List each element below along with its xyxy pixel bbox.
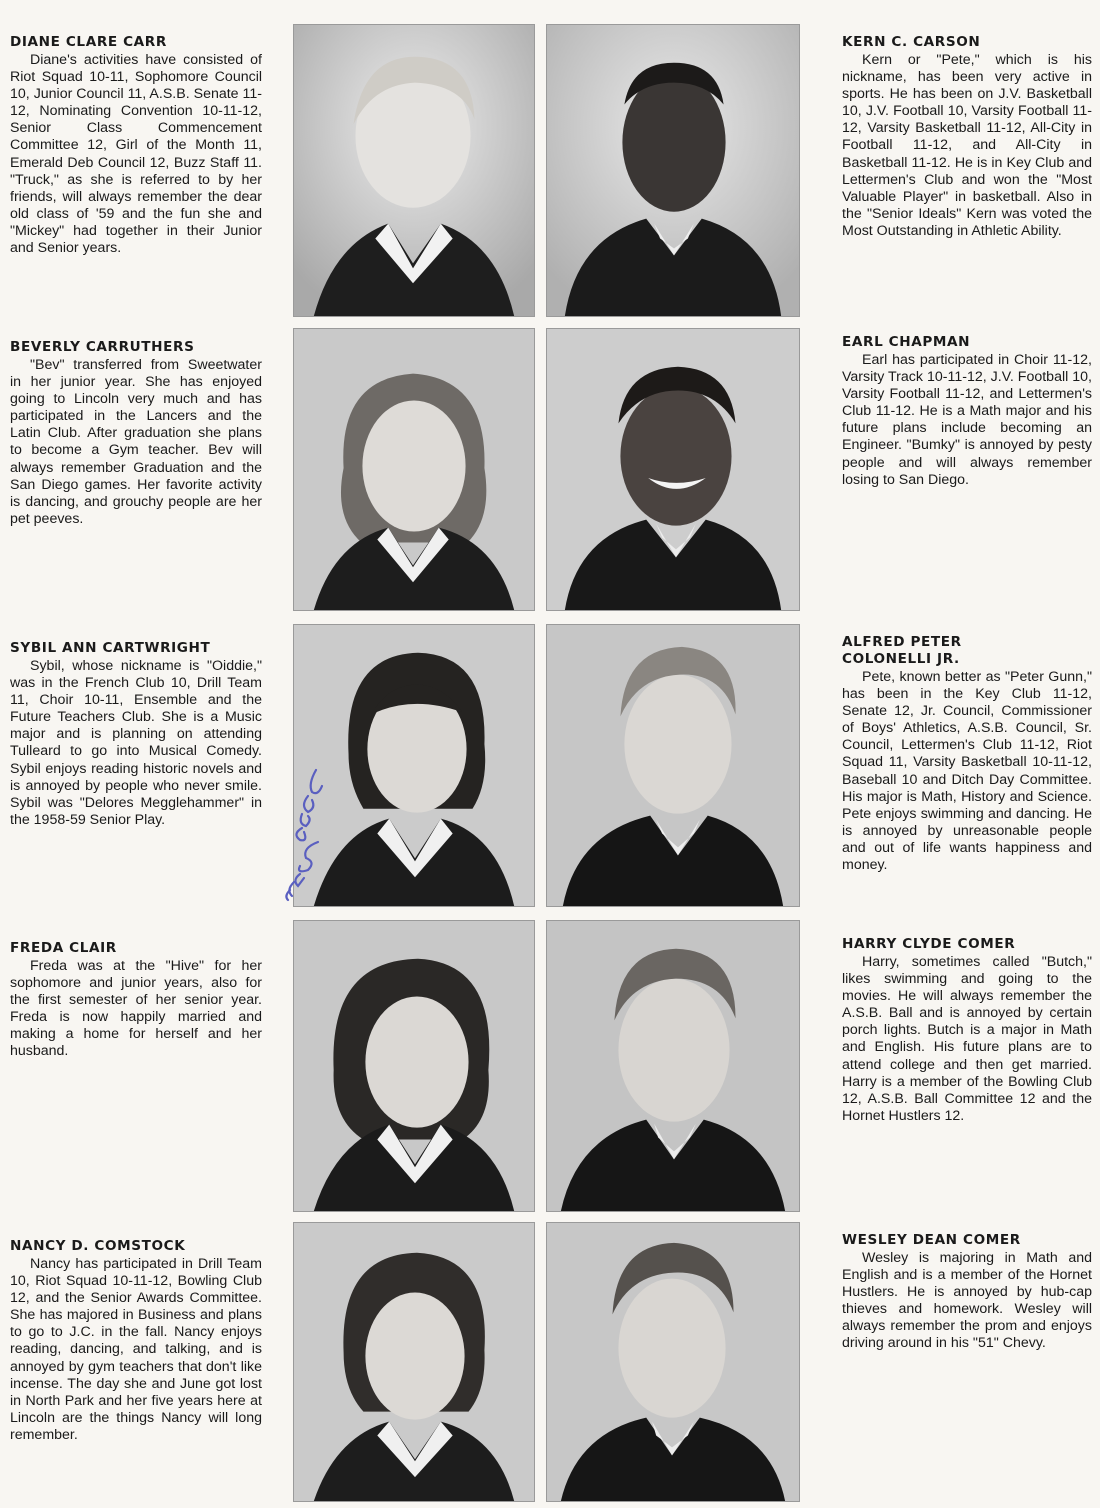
portrait-boy-icon [547,921,799,1211]
student-name: WESLEY DEAN COMER [842,1232,1021,1248]
student-name: SYBIL ANN CARTWRIGHT [10,640,211,656]
student-bio: "Bev" transferred from Sweetwater in her junior year. She has enjoyed going to Lincoln very much and has participated in the Lancers and the Latin Club. After graduation she plans to become a Gym teacher. Bev will always remember Graduation and the San Diego games. Her favorite activity is dancing, and grouchy people are her pet peeves. [10,357,262,527]
student-bio: Wesley is majoring in Math and English and is a member of the Hornet Hustlers. He is annoyed by hub-cap thieves and homework. Wesley will always remember the prom and enjoys driving around in his "51" Chevy. [842,1250,1092,1352]
student-bio: Earl has participated in Choir 11-12, Varsity Track 10-11-12, J.V. Football 10, Varsity Football 11-12, and Lettermen's Club 11-12. He is a Math major and his future plans include becoming an Engineer. "Bumky" is annoyed by pesty people and will always remember losing to San Diego. [842,352,1092,488]
portrait-earl-chapman [546,328,800,611]
portrait-girl-icon [294,329,534,610]
bio-nancy-comstock [10,1238,262,1444]
portrait-girl-icon [294,25,534,316]
portrait-girl-icon [294,625,534,906]
portrait-sybil-cartwright [293,624,535,907]
student-bio: Kern or "Pete," which is his nickname, has been very active in sports. He has been on J.V. Basketball 10, J.V. Football 10, Varsity Football 11-12, Varsity Basketball 11-12, All-City in Football 11-12, and All-City in Basketball 11-12. He is in Key Club and Lettermen's Club and won the "Most Valuable Player" in basketball. Also in the "Senior Ideals" Kern was voted the Most Outstanding in Athletic Ability. [842,52,1092,239]
bio-diane-carr [10,34,262,257]
student-bio: Diane's activities have consisted of Riot Squad 10-11, Sophomore Council 10, Junior Council 11, A.S.B. Senate 11-12, Nominating Convention 10-11-12, Senior Class Commencement Committee 12, Girl of the Month 11, Emerald Deb Council 12, Buzz Staff 11. "Truck," as she is referred to by her friends, will always remember the dear old class of '59 and the fun she and "Mickey" had together in their Junior and Senior years. [10,52,262,257]
portrait-diane-carr [293,24,535,317]
student-name: ALFRED PETER COLONELLI JR. [842,634,962,667]
portrait-boy-icon [547,1223,799,1501]
portrait-alfred-colonelli [546,624,800,907]
student-name: DIANE CLARE CARR [10,34,167,50]
bio-freda-clair [10,940,262,1061]
portrait-freda-clair [293,920,535,1212]
bio-earl-chapman [842,334,1092,489]
portrait-girl-icon [294,1223,534,1501]
student-name: HARRY CLYDE COMER [842,936,1016,952]
student-bio: Freda was at the "Hive" for her sophomore and junior years, also for the first semester of her senior year. Freda is now happily married and making a home for herself and her husband. [10,958,262,1060]
bio-kern-carson [842,34,1092,240]
portrait-girl-icon [294,921,534,1211]
student-name: BEVERLY CARRUTHERS [10,339,195,355]
student-name: NANCY D. COMSTOCK [10,1238,186,1254]
student-bio: Sybil, whose nickname is "Oiddie," was in the French Club 10, Drill Team 11, Choir 10-11, Ensemble and the Future Teachers Club. She is a Music major and is planning on attending Tulleard to go into Musical Comedy. Sybil enjoys reading historic novels and is annoyed by people who never smile. Sybil was "Delores Megglehammer" in the 1958-59 Senior Play. [10,658,262,828]
portrait-wesley-comer [546,1222,800,1502]
portrait-kern-carson [546,24,800,317]
bio-alfred-colonelli [842,634,1092,874]
student-bio: Harry, sometimes called "Butch," likes swimming and going to the movies. He will always remember the A.S.B. Ball and is annoyed by certain porch lights. Butch is a major in Math and English. His future plans are to attend college and then get married. Harry is a member of the Bowling Club 12, A.S.B. Ball Committee 12 and the Hornet Hustlers 12. [842,954,1092,1124]
portrait-beverly-carruthers [293,328,535,611]
portrait-boy-icon [547,329,799,610]
student-name: FREDA CLAIR [10,940,117,956]
bio-sybil-cartwright [10,640,262,829]
student-bio: Nancy has participated in Drill Team 10, Riot Squad 10-11-12, Bowling Club 12, and the Senior Awards Committee. She has majored in Business and plans to go to J.C. in the fall. Nancy enjoys reading, dancing, and talking, and is annoyed by gym teachers that don't like incense. The day she and June got lost in North Park and her five years here at Lincoln are the things Nancy will long remember. [10,1256,262,1443]
bio-beverly-carruthers [10,339,262,528]
bio-harry-comer [842,936,1092,1125]
student-bio: Pete, known better as "Peter Gunn," has been in the Key Club 11-12, Senate 12, Jr. Council, Commissioner of Boys' Athletics, A.S.B. Council, Sr. Council, Lettermen's Club 11-12, Riot Squad 11, Varsity Basketball 10-11-12, Baseball 10 and Ditch Day Committee. His major is Math, History and Science. Pete enjoys swimming and dancing. He is annoyed by unreasonable people and out of life wants happiness and money. [842,669,1092,874]
student-name: EARL CHAPMAN [842,334,971,350]
portrait-nancy-comstock [293,1222,535,1502]
portrait-boy-icon [547,25,799,316]
student-name: KERN C. CARSON [842,34,981,50]
portrait-harry-comer [546,920,800,1212]
portrait-boy-icon [547,625,799,906]
bio-wesley-comer [842,1232,1092,1353]
